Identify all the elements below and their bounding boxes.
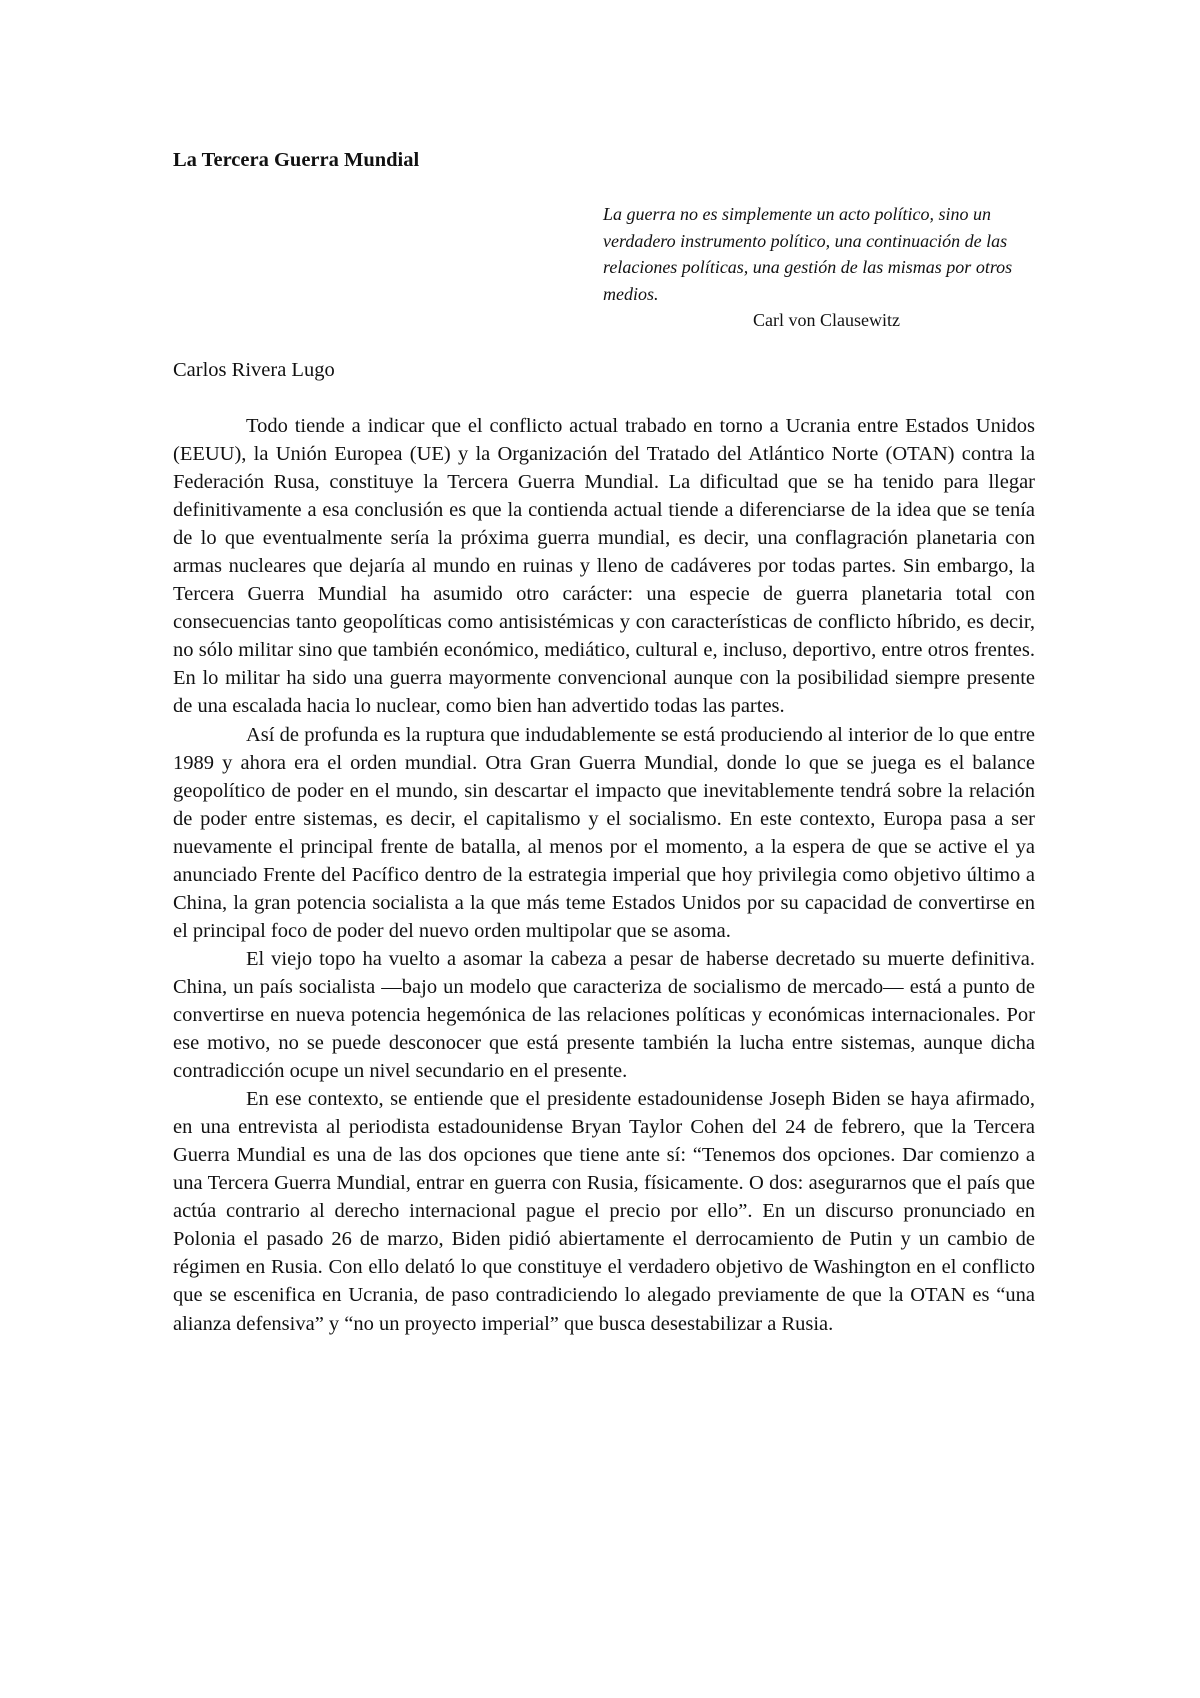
article-body — [173, 412, 1035, 1338]
document-title: La Tercera Guerra Mundial — [173, 149, 420, 171]
article-author: Carlos Rivera Lugo — [173, 359, 335, 381]
body-paragraph-3: El viejo topo ha vuelto a asomar la cabeza a pesar de haberse decretado su muerte definitiva. China, un país socialista —bajo un modelo que caracteriza de socialismo de mercado— está a punto de convertirse en nueva potencia hegemónica de las relaciones políticas y económicas internacionales. Por ese motivo, no se puede desconocer que está presente también la lucha entre sistemas, aunque dicha contradicción ocupe un nivel secundario en el presente. — [173, 947, 1035, 1083]
body-paragraph-2: Así de profunda es la ruptura que indudablemente se está produciendo al interior de lo que entre 1989 y ahora era el orden mundial. Otra Gran Guerra Mundial, donde lo que se juega es el balance geopolítico de poder en el mundo, sin descartar el impacto que inevitablemente tendrá sobre la relación de poder entre sistemas, es decir, el capitalismo y el socialismo. En este contexto, Europa pasa a ser nuevamente el principal frente de batalla, al menos por el momento, a la espera de que se active el ya anunciado Frente del Pacífico dentro de la estrategia imperial que hoy privilegia como objetivo último a China, la gran potencia socialista a la que más teme Estados Unidos por su capacidad de convertirse en el principal foco de poder del nuevo orden multipolar que se asoma. — [173, 723, 1035, 942]
body-paragraph-4: En ese contexto, se entiende que el presidente estadounidense Joseph Biden se haya afirmado, en una entrevista al periodista estadounidense Bryan Taylor Cohen del 24 de febrero, que la Tercera Guerra Mundial es una de las dos opciones que tiene ante sí: “Tenemos dos opciones. Dar comienzo a una Tercera Guerra Mundial, entrar en guerra con Rusia, físicamente. O dos: asegurarnos que el país que actúa contrario al derecho internacional pague el precio por ello”. En un discurso pronunciado en Polonia el pasado 26 de marzo, Biden pidió abiertamente el derrocamiento de Putin y un cambio de régimen en Rusia. Con ello delató lo que constituye el verdadero objetivo de Washington en el conflicto que se escenifica en Ucrania, de paso contradiciendo lo alegado previamente de que la OTAN es “una alianza defensiva” y “no un proyecto imperial” que busca desestabilizar a Rusia. — [173, 1088, 1035, 1335]
epigraph-author: Carl von Clausewitz — [753, 310, 900, 330]
epigraph-quote: La guerra no es simplemente un acto político, sino un verdadero instrumento político, una continuación de las relaciones políticas, una gestión de las mismas por otros medios. — [603, 204, 1013, 304]
epigraph — [603, 201, 1033, 334]
body-paragraph-1: Todo tiende a indicar que el conflicto actual trabado en torno a Ucrania entre Estados Unidos (EEUU), la Unión Europea (UE) y la Organización del Tratado del Atlántico Norte (OTAN) contra la Federación Rusa, constituye la Tercera Guerra Mundial. La dificultad que se ha tenido para llegar definitivamente a esa conclusión es que la contienda actual tiende a diferenciarse de la idea que se tenía de lo que eventualmente sería la próxima guerra mundial, es decir, una conflagración planetaria con armas nucleares que dejaría al mundo en ruinas y lleno de cadáveres por todas partes. Sin embargo, la Tercera Guerra Mundial ha asumido otro carácter: una especie de guerra planetaria total con consecuencias tanto geopolíticas como antisistémicas y con características de conflicto híbrido, es decir, no sólo militar sino que también económico, mediático, cultural e, incluso, deportivo, entre otros frentes. En lo militar ha sido una guerra mayormente convencional aunque con la posibilidad siempre presente de una escalada hacia lo nuclear, como bien han advertido todas las partes. — [173, 415, 1035, 718]
